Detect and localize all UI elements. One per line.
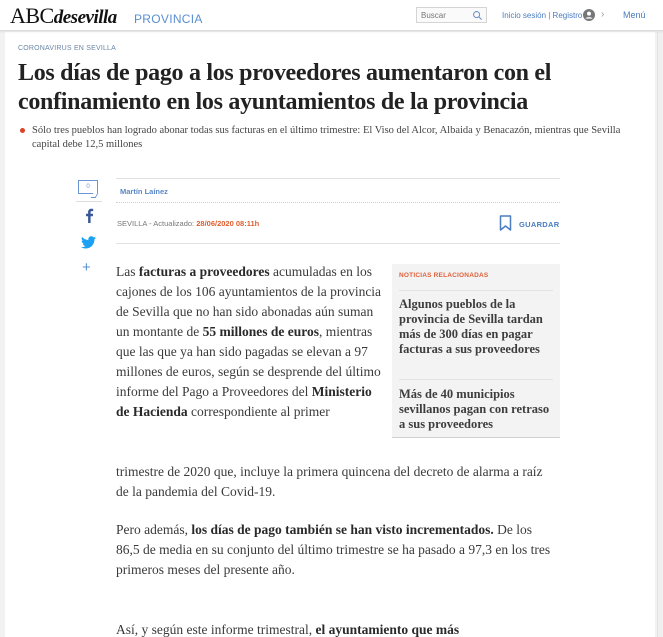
text: Así, y según este informe trimestral, (116, 622, 316, 637)
text: correspondiente al primer (187, 404, 330, 419)
twitter-icon[interactable] (81, 236, 96, 249)
dateline-updated-label: Actualizado: (153, 219, 195, 228)
more-share-icon[interactable]: + (82, 259, 91, 276)
dateline-date: 28/06/2020 08:11h (196, 219, 260, 228)
text: Pero además, (116, 522, 192, 537)
search-icon[interactable] (472, 10, 483, 21)
save-label: GUARDAR (519, 220, 560, 229)
byline-divider-top (116, 178, 560, 179)
share-divider (76, 201, 102, 202)
related-news-title: NOTICIAS RELACIONADAS (399, 272, 489, 279)
dateline (117, 219, 259, 228)
byline-divider-dotted (116, 202, 560, 203)
related-news-item[interactable]: Más de 40 municipios sevillanos pagan con retraso a sus proveedores (399, 387, 550, 431)
text: Las (116, 264, 139, 279)
facebook-icon[interactable] (83, 208, 95, 223)
section-link[interactable]: PROVINCIA (134, 12, 203, 26)
comments-button[interactable] (78, 180, 98, 194)
menu-button[interactable]: Menú (623, 10, 646, 20)
bold-text: 55 millones de euros (202, 324, 319, 339)
bookmark-icon (499, 215, 512, 231)
bold-text: el ayuntamiento que más (315, 622, 460, 637)
site-logo[interactable] (10, 3, 117, 29)
comments-count: 0 (86, 184, 90, 190)
bold-text: los días de pago también se han visto incrementados. (191, 522, 494, 537)
byline-divider-bottom (116, 243, 560, 244)
text: De los 86,5 de media en su conjunto del último trimestre se ha pasado a 97,3 en los tres primeros meses del presente año. (116, 522, 551, 577)
paragraph-2 (116, 520, 556, 580)
logo-main: ABC (10, 3, 54, 28)
search-input[interactable] (421, 9, 469, 21)
paragraph-1-continued: trimestre de 2020 que, incluye la primera quincena del decreto de alarma a raíz de la pandemia del Covid-19. (116, 464, 543, 499)
article-subhead: Sólo tres pueblos han logrado abonar todas sus facturas en el último trimestre: El Viso del Alcor, Albaida y Benacazón, mientras que Sevilla capital debe 12,5 millones (32, 125, 621, 150)
user-icon[interactable] (583, 9, 595, 21)
related-divider (399, 379, 553, 380)
paragraph-3 (116, 620, 556, 637)
logo-city: desevilla (53, 7, 117, 28)
dateline-location: SEVILLA - (117, 219, 152, 228)
article-kicker[interactable]: CORONAVIRUS EN SEVILLA (18, 45, 117, 52)
related-news-box (392, 264, 560, 438)
bold-text: Ministerio de Hacienda (116, 384, 372, 419)
author-link[interactable]: Martín Laínez (120, 187, 168, 196)
login-link[interactable]: Inicio sesión | Registro (502, 11, 583, 20)
text: , mientras que las que ya han sido pagadas se elevan a 97 millones de euros, según se desprende del último informe del Pago a Proveedores del (116, 324, 381, 399)
article-headline: Los días de pago a los proveedores aumentaron con el confinamiento en los ayuntamientos de la provincia (18, 60, 552, 115)
paragraph-1 (116, 262, 386, 422)
search-box[interactable] (416, 7, 487, 23)
related-divider (399, 290, 553, 291)
related-news-item[interactable]: Algunos pueblos de la provincia de Sevilla tardan más de 300 días en pagar facturas a sus proveedores (399, 297, 543, 356)
text: acumuladas en los cajones de los 106 ayuntamientos de la provincia de Sevilla que no han sido abonadas aún suman un montante de (116, 264, 382, 339)
scrollbar[interactable] (657, 32, 663, 637)
site-header (0, 0, 663, 31)
chevron-right-icon[interactable]: › (601, 9, 605, 20)
bold-text: facturas a proveedores (138, 264, 270, 279)
